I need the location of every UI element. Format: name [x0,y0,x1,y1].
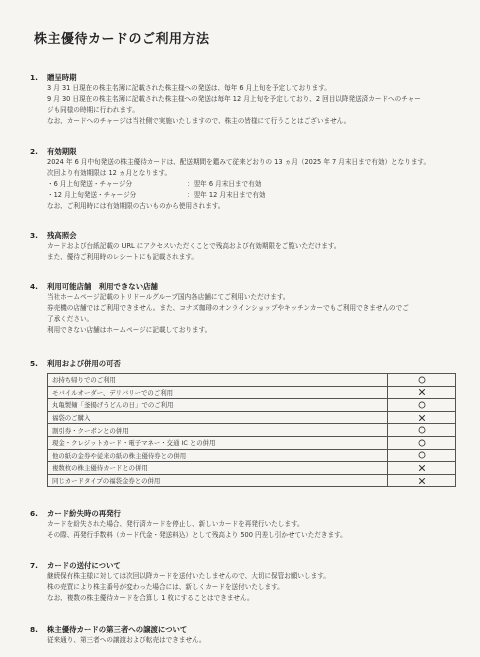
usage-table [47,373,456,487]
table-row [48,462,456,475]
cross-icon [418,464,426,472]
table-row [48,411,456,424]
schedule-row [47,179,460,190]
section-title: 利用および併用の可否 [47,359,121,368]
section-gift-timing [30,72,460,127]
body-line: その際、再発行手数料（カード代金・発送料込）として残高より 500 円差し引かせていただきます。 [47,531,347,539]
usage-item: 丸亀製麺「釜揚げうどんの日」でのご利用 [48,399,388,412]
usage-item: 割引券・クーポンとの併用 [48,424,388,437]
circle-icon [418,401,426,409]
usage-mark-cell [388,374,456,387]
circle-icon [418,439,426,447]
section-number: 8. [30,625,38,634]
body-line: 当社ホームページ記載のトリドールグループ国内各店舗にてご利用いただけます。 [47,293,290,301]
body-line: カードおよび台紙記載の URL にアクセスいただくことで残高および有効期限をご覧いただけます。 [47,242,341,250]
table-row [48,474,456,487]
body-line: なお、複数の株主優待カードを合算し 1 枚にすることはできません。 [47,594,254,602]
table-row [48,374,456,387]
section-heading [30,560,460,571]
section-expiry [30,146,460,212]
body-line: また、優待ご利用時のレシートにも記載されます。 [47,253,198,261]
table-row [48,386,456,399]
body-line: なお、ご利用時には有効期限の古いものから使用されます。 [47,202,225,210]
circle-icon [418,426,426,434]
section-title: カードの送付について [47,561,121,570]
cross-icon [418,414,426,422]
body-line: 従来通り、第三者への譲渡および転売はできません。 [47,636,206,644]
usage-mark-cell [388,474,456,487]
table-row [48,436,456,449]
schedule-row [47,190,460,201]
section-title: カード紛失時の再発行 [47,509,121,518]
section-heading [30,281,460,292]
section-title: 残高照会 [47,231,77,240]
section-heading [30,508,460,519]
section-number: 3. [30,231,38,240]
body-line: 継続保有株主様に対しては次回以降カードを送付いたしませんので、大切に保管お願いします。 [47,572,330,580]
usage-item: 同じカードタイプの福袋金券との併用 [48,474,388,487]
body-line: 3 月 31 日現在の株主名簿に記載された株主様への発送は、毎年 6 月上旬を予定しております。 [47,84,331,92]
usage-item: 他の紙の金券や従来の紙の株主優待券との併用 [48,449,388,462]
section-body [47,157,460,212]
section-heading [30,146,460,157]
section-third-party-transfer [30,624,460,646]
section-body [47,241,460,263]
usage-item: モバイルオーダー、デリバリーでのご利用 [48,386,388,399]
usage-mark-cell [388,386,456,399]
body-line: 了承ください。 [47,315,94,323]
usage-mark-cell [388,436,456,449]
usage-mark-cell [388,424,456,437]
body-line: なお、カードへのチャージは当社側で実施いたしますので、株主の皆様にて行うことはございません。 [47,117,351,125]
table-row [48,449,456,462]
section-available-stores [30,281,460,336]
usage-mark-cell [388,449,456,462]
table-row [48,399,456,412]
section-usage-availability [30,358,460,487]
section-heading [30,230,460,241]
section-number: 5. [30,359,38,368]
section-balance-inquiry [30,230,460,263]
cross-icon [418,388,426,396]
section-card-delivery [30,560,460,604]
table-row [48,424,456,437]
section-title: 利用可能店舗 利用できない店舗 [47,282,158,291]
usage-item: 複数枚の株主優待カードとの併用 [48,462,388,475]
section-heading [30,72,460,83]
section-body [47,83,460,127]
body-line: 9 月 30 日現在の株主名簿に記載された株主様への発送は毎年 12 月上旬を予定しており、2 回目以降発送済カードへのチャー [47,95,421,103]
page-title: 株主優待カードのご利用方法 [34,32,210,47]
body-line: ジも同様の時期に行われます。 [47,106,139,114]
usage-mark-cell [388,399,456,412]
section-number: 4. [30,282,38,291]
section-reissue [30,508,460,541]
section-number: 1. [30,73,38,82]
section-number: 2. [30,147,38,156]
section-heading [30,358,460,369]
section-number: 6. [30,509,38,518]
usage-item: 福袋のご購入 [48,411,388,424]
schedule-label: ・6 月上旬発送・チャージ分 [47,180,133,188]
section-body [47,292,460,336]
body-line: カードを紛失された場合、発行済カードを停止し、新しいカードを再発行いたします。 [47,520,304,528]
circle-icon [418,451,426,459]
section-heading [30,624,460,635]
usage-mark-cell [388,462,456,475]
usage-item: お持ち帰りでのご利用 [48,374,388,387]
body-line: 2024 年 6 月中旬発送の株主優待カードは、配送期間を鑑みて従来どおりの 13 ヵ月（2025 年 7 月末日まで有効）となります。 [47,158,431,166]
section-title: 有効期限 [47,147,77,156]
circle-icon [418,376,426,384]
section-body [47,635,460,646]
schedule-value: ：翌年 12 月末日まで有効 [187,191,266,199]
body-line: 券売機の店舗ではご利用できません。また、コナズ珈琲のオンラインショップやキッチンカーでもご利用できませんのでご [47,304,409,312]
schedule-value: ：翌年 6 月末日まで有効 [187,180,262,188]
section-title: 贈呈時期 [47,73,77,82]
body-line: 次回より有効期限は 12 ヵ月となります。 [47,169,172,177]
schedule-label: ・12 月上旬発送・チャージ分 [47,191,137,199]
usage-mark-cell [388,411,456,424]
section-number: 7. [30,561,38,570]
body-line: 株の売買により株主番号が変わった場合には、新しくカードを送付いたします。 [47,583,284,591]
section-body [47,571,460,604]
section-body [47,519,460,541]
body-line: 利用できない店舗はホームページに記載しております。 [47,326,212,334]
cross-icon [418,477,426,485]
usage-item: 現金・クレジットカード・電子マネー・交通 IC との併用 [48,436,388,449]
section-title: 株主優待カードの第三者への譲渡について [47,625,188,634]
